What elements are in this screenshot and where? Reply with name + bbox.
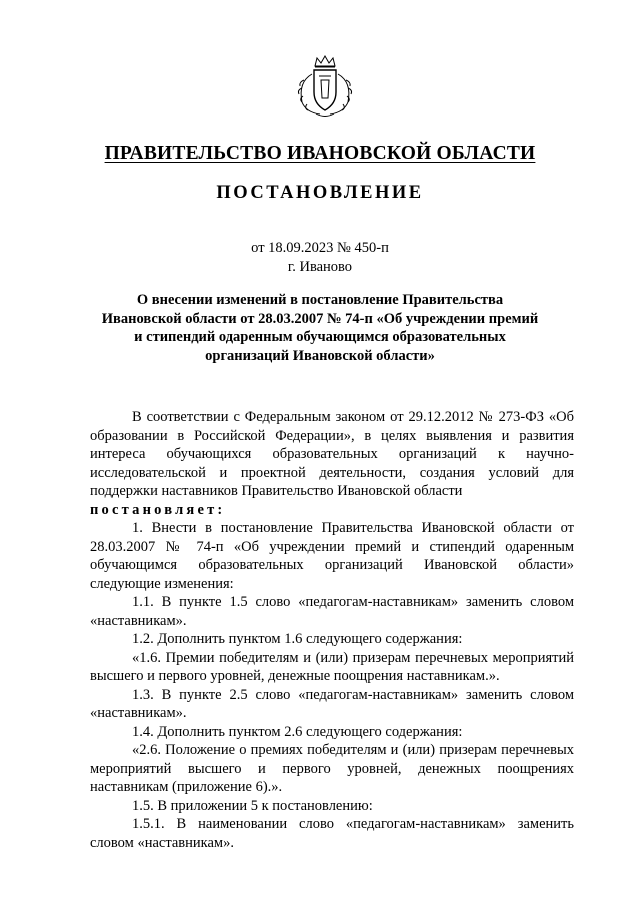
document-subject (90, 291, 550, 365)
date-number: от 18.09.2023 № 450-п (251, 240, 389, 256)
item-paragraph: 1. Внести в постановление Правительства Ивановской области от 28.03.2007 № 74-п «Об учреждении премий и стипендий одаренным обучающимся образовательных организаций Ивановской области» следующие изменения: (90, 520, 574, 592)
coat-of-arms-icon (290, 54, 360, 120)
subject-line: и стипендий одаренным обучающимся образовательных (134, 329, 506, 345)
item-paragraph: 1.1. В пункте 1.5 слово «педагогам-наставникам» заменить словом «наставникам». (90, 594, 574, 629)
subject-line: О внесении изменений в постановление Правительства (136, 292, 504, 308)
item-paragraph: 1.5. В приложении 5 к постановлению: (132, 797, 373, 814)
decree-word: постановляет: (90, 501, 226, 518)
preamble-paragraph: В соответствии с Федеральным законом от 29.12.2012 № 273-ФЗ «Об образовании в Российской Федерации», в целях выявления и развития интереса обучающихся образовательных организаций к научно-исследовательской и проектной деятельности, создания условий для поддержки наставников Правительство Ивановской области (90, 409, 574, 499)
subject-line: Ивановской области от 28.03.2007 № 74-п «Об учреждении премий (101, 310, 539, 327)
item-paragraph: 1.4. Дополнить пунктом 2.6 следующего содержания: (132, 723, 463, 740)
city: г. Иваново (287, 259, 353, 275)
item-paragraph: 1.2. Дополнить пунктом 1.6 следующего содержания: (132, 631, 463, 647)
document-body (90, 408, 574, 852)
government-title: ПРАВИТЕЛЬСТВО ИВАНОВСКОЙ ОБЛАСТИ (104, 143, 536, 164)
document-type: ПОСТАНОВЛЕНИЕ (216, 183, 424, 203)
item-paragraph: 1.5.1. В наименовании слово «педагогам-наставникам» заменить словом «наставникам». (90, 816, 574, 851)
item-paragraph: «2.6. Положение о премиях победителям и (или) призерам перечневых мероприятий высшего и первого уровней, денежных поощрениях наставникам (приложение 6).». (90, 742, 574, 795)
subject-line: организаций Ивановской области» (205, 347, 435, 364)
item-paragraph: «1.6. Премии победителям и (или) призерам перечневых мероприятий высшего и первого уровней, денежные поощрения наставникам.». (90, 649, 574, 684)
item-paragraph: 1.3. В пункте 2.5 слово «педагогам-наставникам» заменить словом «наставникам». (90, 686, 574, 721)
